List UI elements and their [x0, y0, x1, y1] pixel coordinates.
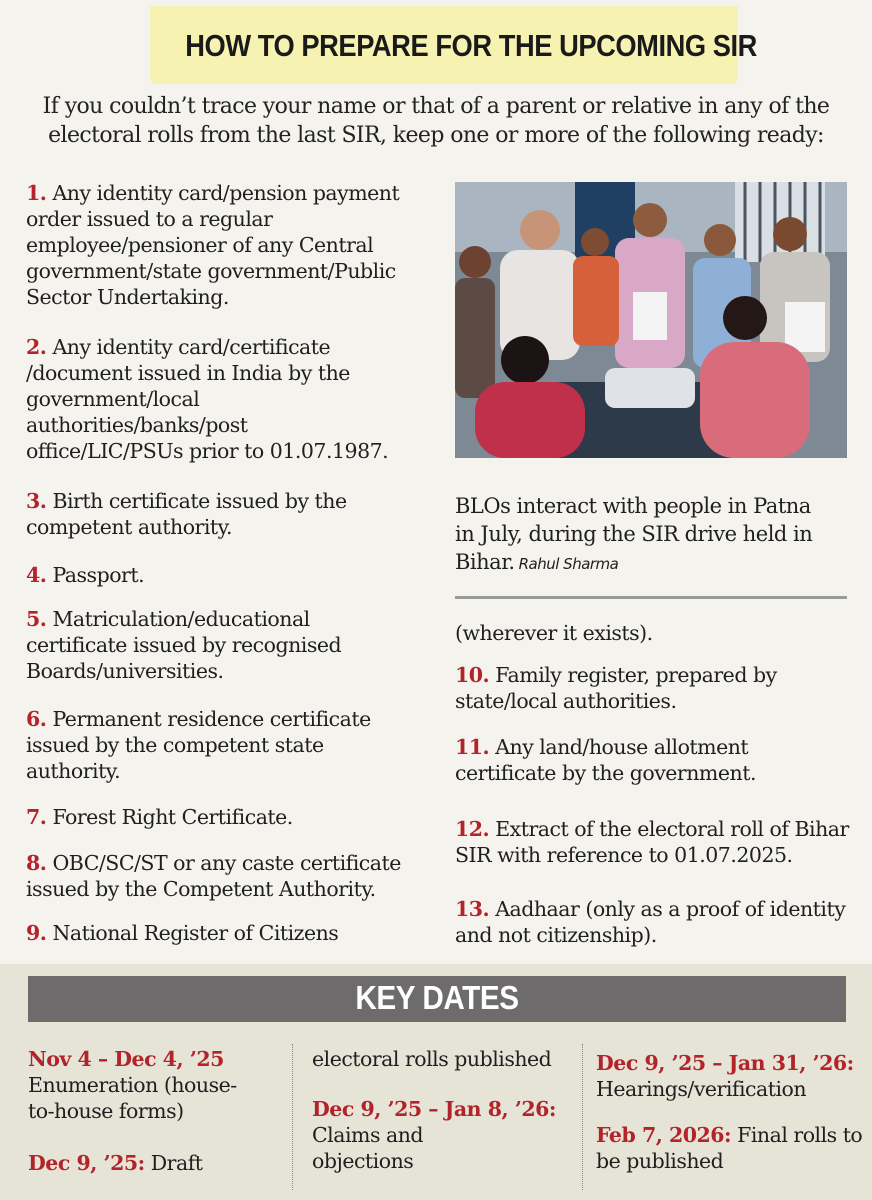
- item-text: Birth certificate issued by the: [52, 489, 347, 513]
- item-number: 9.: [26, 921, 47, 945]
- photo-credit: Rahul Sharma: [518, 555, 619, 573]
- item-number: 5.: [26, 607, 47, 631]
- key-dates-col-2b: [312, 1096, 582, 1174]
- key-dates-title: KEY DATES: [355, 979, 519, 1016]
- item-text: and not citizenship).: [455, 923, 657, 947]
- key-dates-col-2: [312, 1046, 582, 1072]
- item-text: Extract of the electoral roll of Bihar: [495, 817, 849, 841]
- column-divider: [292, 1044, 293, 1190]
- key-date-text: Final rolls to: [731, 1123, 863, 1147]
- item-number: 4.: [26, 563, 47, 587]
- intro-line: If you couldn’t trace your name or that of a parent or relative in any of the: [42, 94, 830, 119]
- key-date-text: objections: [312, 1149, 414, 1173]
- item-text: government/state government/Public: [26, 259, 396, 283]
- item-number: 1.: [26, 181, 47, 205]
- news-photo: [455, 182, 847, 458]
- item-text: Permanent residence certificate: [52, 707, 371, 731]
- key-date-text: Claims and: [312, 1123, 424, 1147]
- item-text: Forest Right Certificate.: [52, 805, 293, 829]
- item-text: issued by the Competent Authority.: [26, 877, 376, 901]
- key-dates-col-3: [596, 1050, 866, 1102]
- intro-text: [40, 92, 832, 150]
- item-text: authority.: [26, 759, 121, 783]
- column-divider: [582, 1044, 583, 1190]
- item-text: Aadhaar (only as a proof of identity: [495, 897, 846, 921]
- item-number: 13.: [455, 897, 490, 921]
- key-date-text: Draft: [144, 1151, 203, 1175]
- key-date: Dec 9, ’25:: [28, 1151, 145, 1175]
- item-text: state/local authorities.: [455, 689, 677, 713]
- item-number: 6.: [26, 707, 47, 731]
- list-item: [26, 488, 436, 540]
- item-text: (wherever it exists).: [455, 621, 653, 645]
- caption-text: Bihar.: [455, 550, 515, 574]
- item-text: Passport.: [52, 563, 145, 587]
- key-date-text: Enumeration (house-: [28, 1073, 237, 1097]
- photo-caption: [455, 492, 847, 578]
- item-text: Sector Undertaking.: [26, 285, 229, 309]
- item-number: 7.: [26, 805, 47, 829]
- key-date-text: be published: [596, 1149, 724, 1173]
- item-text: SIR with reference to 01.07.2025.: [455, 843, 793, 867]
- list-item: [455, 816, 855, 868]
- item-text: certificate by the government.: [455, 761, 756, 785]
- key-dates-col-1b: [28, 1150, 288, 1176]
- list-item: [26, 706, 436, 784]
- list-item: [26, 804, 436, 830]
- list-item: [26, 850, 436, 902]
- key-date-text: Hearings/verification: [596, 1077, 807, 1101]
- item-text: National Register of Citizens: [52, 921, 339, 945]
- key-date: Dec 9, ’25 – Jan 31, ’26:: [596, 1051, 854, 1075]
- item-text: /document issued in India by the: [26, 361, 350, 385]
- list-item: [455, 662, 855, 714]
- section-divider: [455, 596, 847, 599]
- caption-text: in July, during the SIR drive held in: [455, 522, 813, 546]
- intro-line: electoral rolls from the last SIR, keep one or more of the following ready:: [48, 123, 824, 148]
- list-item: [455, 620, 855, 646]
- photo-illustration: [455, 182, 847, 458]
- list-item: [455, 896, 855, 948]
- item-text: employee/pensioner of any Central: [26, 233, 374, 257]
- key-date-text: to-house forms): [28, 1099, 184, 1123]
- item-number: 12.: [455, 817, 490, 841]
- item-number: 8.: [26, 851, 47, 875]
- item-text: Family register, prepared by: [495, 663, 777, 687]
- key-dates-col-1: [28, 1046, 288, 1124]
- page-title: HOW TO PREPARE FOR THE UPCOMING SIR: [185, 28, 757, 63]
- item-number: 10.: [455, 663, 490, 687]
- item-text: Any identity card/pension payment: [52, 181, 400, 205]
- list-item: [26, 334, 436, 464]
- item-number: 2.: [26, 335, 47, 359]
- item-text: Boards/universities.: [26, 659, 224, 683]
- list-item: [26, 606, 436, 684]
- item-number: 11.: [455, 735, 490, 759]
- item-text: order issued to a regular: [26, 207, 273, 231]
- caption-text: BLOs interact with people in Patna: [455, 494, 811, 518]
- list-item: [26, 562, 436, 588]
- list-item: [26, 180, 436, 310]
- item-text: competent authority.: [26, 515, 233, 539]
- key-date: Dec 9, ’25 – Jan 8, ’26:: [312, 1097, 556, 1121]
- key-dates-col-3b: [596, 1122, 866, 1174]
- list-item: [455, 734, 855, 786]
- item-text: government/local: [26, 387, 200, 411]
- item-text: office/LIC/PSUs prior to 01.07.1987.: [26, 439, 389, 463]
- key-date: Nov 4 – Dec 4, ’25: [28, 1047, 224, 1071]
- item-text: Any identity card/certificate: [52, 335, 331, 359]
- item-text: OBC/SC/ST or any caste certificate: [52, 851, 401, 875]
- item-text: certificate issued by recognised: [26, 633, 342, 657]
- item-text: Any land/house allotment: [495, 735, 749, 759]
- list-item: [26, 920, 436, 946]
- item-number: 3.: [26, 489, 47, 513]
- item-text: Matriculation/educational: [52, 607, 310, 631]
- key-date-text: electoral rolls published: [312, 1047, 552, 1071]
- item-text: issued by the competent state: [26, 733, 324, 757]
- item-text: authorities/banks/post: [26, 413, 248, 437]
- key-date: Feb 7, 2026:: [596, 1123, 732, 1147]
